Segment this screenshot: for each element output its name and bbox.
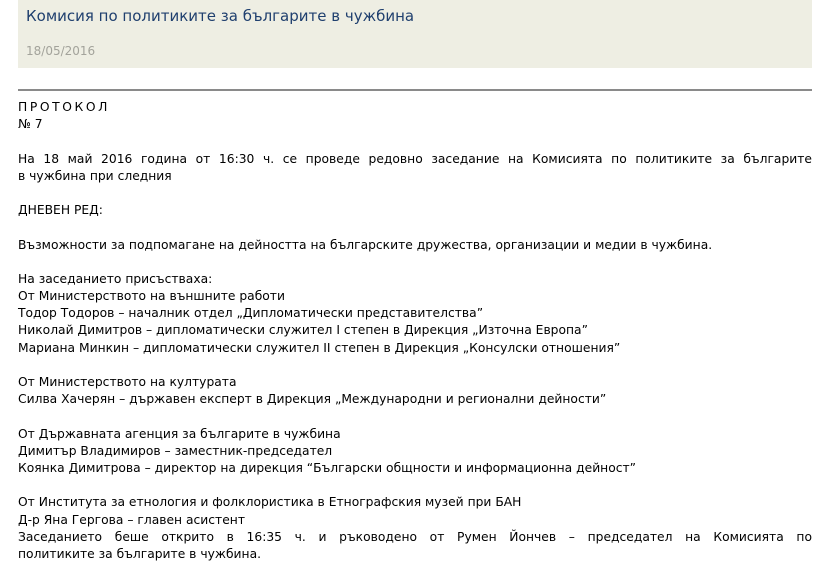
blank-line — [18, 254, 812, 271]
attendee-culture-1: Силва Хачерян – държавен експерт в Дирекция „Международни и регионални дейности” — [18, 392, 607, 407]
org-culture: От Министерството на културата — [18, 375, 237, 389]
article-date: 18/05/2016 — [26, 44, 96, 58]
attendee-agency-1: Димитър Владимиров – заместник-председател — [18, 443, 333, 458]
attendees-label: На заседанието присъстваха: — [18, 271, 213, 286]
agenda-item: Възможности за подпомагане на дейността на българските дружества, организации и медии в чужбина. — [18, 237, 713, 252]
opening-paragraph-line-1: Заседанието беше открито в 16:35 ч. и ръководено от Румен Йончев – председател на Комисията по — [18, 529, 812, 544]
agenda-label: ДНЕВЕН РЕД: — [18, 203, 103, 218]
protocol-number: № 7 — [18, 117, 43, 132]
article-title-link[interactable]: Комисия по политиките за българите в чужбина — [26, 7, 415, 25]
attendee-institute-1: Д-р Яна Гергова – главен асистент — [18, 512, 245, 527]
blank-line — [18, 357, 812, 374]
org-mfa: От Министерството на външните работи — [18, 289, 285, 304]
attendee-mfa-3: Мариана Минкин – дипломатически служител II степен в Дирекция „Консулски отношения” — [18, 340, 621, 355]
protocol-heading: ПРОТОКОЛ — [18, 100, 110, 114]
blank-line — [18, 185, 812, 202]
opening-paragraph-line-2: политиките за българите в чужбина. — [18, 546, 262, 561]
intro-paragraph-line-1: На 18 май 2016 година от 16:30 ч. се проведе редовно заседание на Комисията по политиките за българите — [18, 151, 812, 166]
org-agency: От Държавната агенция за българите в чужбина — [18, 426, 341, 441]
blank-line — [18, 477, 812, 494]
protocol-body — [18, 99, 812, 563]
blank-line — [18, 408, 812, 425]
attendee-mfa-1: Тодор Тодоров – началник отдел „Дипломатически представителства” — [18, 306, 484, 321]
blank-line — [18, 219, 812, 236]
attendee-mfa-2: Николай Димитров – дипломатически служител I степен в Дирекция „Източна Европа” — [18, 323, 588, 338]
org-institute: От Института за етнология и фолклористика в Етнографския музей при БАН — [18, 495, 522, 510]
article-header — [18, 0, 812, 68]
intro-paragraph-line-2: в чужбина при следния — [18, 168, 172, 183]
attendee-agency-2: Коянка Димитрова – директор на дирекция “Български общности и информационна дейност” — [18, 460, 637, 475]
blank-line — [18, 133, 812, 150]
header-divider — [18, 89, 812, 91]
